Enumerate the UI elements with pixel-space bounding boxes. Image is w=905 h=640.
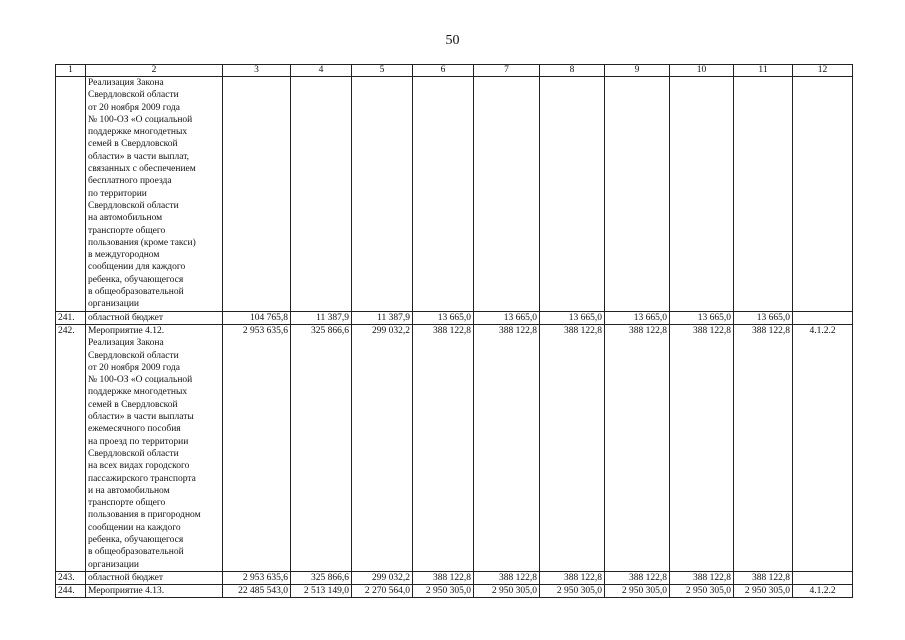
- target-code: 4.1.2.2: [793, 324, 853, 571]
- value-cell: 388 122,8: [605, 324, 670, 571]
- table-row: [56, 324, 853, 571]
- value-cell: 2 950 305,0: [670, 585, 734, 598]
- value-cell: 13 665,0: [413, 311, 474, 324]
- value-cell: 2 953 635,6: [223, 571, 291, 584]
- table-header: [56, 65, 853, 77]
- value-cell: 2 950 305,0: [413, 585, 474, 598]
- column-header: 5: [352, 65, 413, 77]
- value-cell: 2 950 305,0: [605, 585, 670, 598]
- value-cell: 388 122,8: [670, 324, 734, 571]
- column-header: 9: [605, 65, 670, 77]
- value-cell: 388 122,8: [413, 324, 474, 571]
- value-cell: 2 270 564,0: [352, 585, 413, 598]
- value-cell: 22 485 543,0: [223, 585, 291, 598]
- value-cell: 299 032,2: [352, 571, 413, 584]
- column-header: 10: [670, 65, 734, 77]
- value-cell: 388 122,8: [734, 571, 793, 584]
- column-header: 4: [291, 65, 352, 77]
- row-description: областной бюджет: [86, 311, 223, 324]
- value-cell: 13 665,0: [540, 311, 605, 324]
- value-cell: [540, 77, 605, 312]
- budget-table: [55, 64, 853, 598]
- column-header: 3: [223, 65, 291, 77]
- value-cell: 388 122,8: [474, 324, 540, 571]
- value-cell: 325 866,6: [291, 571, 352, 584]
- row-description: Мероприятие 4.12. Реализация Закона Свердловской области от 20 ноября 2009 года № 100-ОЗ «О социальной поддержке многодетных семей в Свердловской области» в части выплаты ежемесячного пособия на проезд по территории Свердловской области на всех видах городского пассажирского транспорта и на автомобильном транспорте общего пользования в пригородном сообщении на каждого ребенка, обучающегося в общеобразовательной организации: [86, 324, 223, 571]
- value-cell: 2 953 635,6: [223, 324, 291, 571]
- value-cell: [474, 77, 540, 312]
- table-row: [56, 585, 853, 598]
- table-row: [56, 571, 853, 584]
- column-header: 6: [413, 65, 474, 77]
- value-cell: [352, 77, 413, 312]
- value-cell: 388 122,8: [540, 324, 605, 571]
- value-cell: [605, 77, 670, 312]
- value-cell: 388 122,8: [605, 571, 670, 584]
- value-cell: 325 866,6: [291, 324, 352, 571]
- row-description: областной бюджет: [86, 571, 223, 584]
- row-description: Реализация Закона Свердловской области от 20 ноября 2009 года № 100-ОЗ «О социальной поддержке многодетных семей в Свердловской области» в части выплат, связанных с обеспечением бесплатного проезда по территории Свердловской области на автомобильном транспорте общего пользования (кроме такси) в междугородном сообщении для каждого ребенка, обучающегося в общеобразовательной организации: [86, 77, 223, 312]
- value-cell: 13 665,0: [734, 311, 793, 324]
- column-header: 7: [474, 65, 540, 77]
- row-number: 241.: [56, 311, 86, 324]
- column-number-row: [56, 65, 853, 77]
- value-cell: 11 387,9: [352, 311, 413, 324]
- target-code: 4.1.2.2: [793, 585, 853, 598]
- column-header: 1: [56, 65, 86, 77]
- value-cell: 11 387,9: [291, 311, 352, 324]
- value-cell: 388 122,8: [413, 571, 474, 584]
- value-cell: 13 665,0: [474, 311, 540, 324]
- value-cell: 2 513 149,0: [291, 585, 352, 598]
- target-code: [793, 77, 853, 312]
- target-code: [793, 571, 853, 584]
- value-cell: 299 032,2: [352, 324, 413, 571]
- table-row: [56, 77, 853, 312]
- row-description: Мероприятие 4.13.: [86, 585, 223, 598]
- row-number: 243.: [56, 571, 86, 584]
- column-header: 11: [734, 65, 793, 77]
- row-number: 244.: [56, 585, 86, 598]
- value-cell: 388 122,8: [734, 324, 793, 571]
- value-cell: 2 950 305,0: [540, 585, 605, 598]
- value-cell: 388 122,8: [540, 571, 605, 584]
- target-code: [793, 311, 853, 324]
- column-header: 8: [540, 65, 605, 77]
- value-cell: 13 665,0: [670, 311, 734, 324]
- value-cell: 104 765,8: [223, 311, 291, 324]
- table-row: [56, 311, 853, 324]
- value-cell: 13 665,0: [605, 311, 670, 324]
- value-cell: [223, 77, 291, 312]
- value-cell: 388 122,8: [670, 571, 734, 584]
- value-cell: [670, 77, 734, 312]
- table-body: [56, 77, 853, 598]
- page-number: 50: [445, 33, 460, 48]
- value-cell: 2 950 305,0: [734, 585, 793, 598]
- value-cell: 388 122,8: [474, 571, 540, 584]
- value-cell: [734, 77, 793, 312]
- row-number: 242.: [56, 324, 86, 571]
- row-number: [56, 77, 86, 312]
- column-header: 12: [793, 65, 853, 77]
- column-header: 2: [86, 65, 223, 77]
- value-cell: [291, 77, 352, 312]
- value-cell: [413, 77, 474, 312]
- value-cell: 2 950 305,0: [474, 585, 540, 598]
